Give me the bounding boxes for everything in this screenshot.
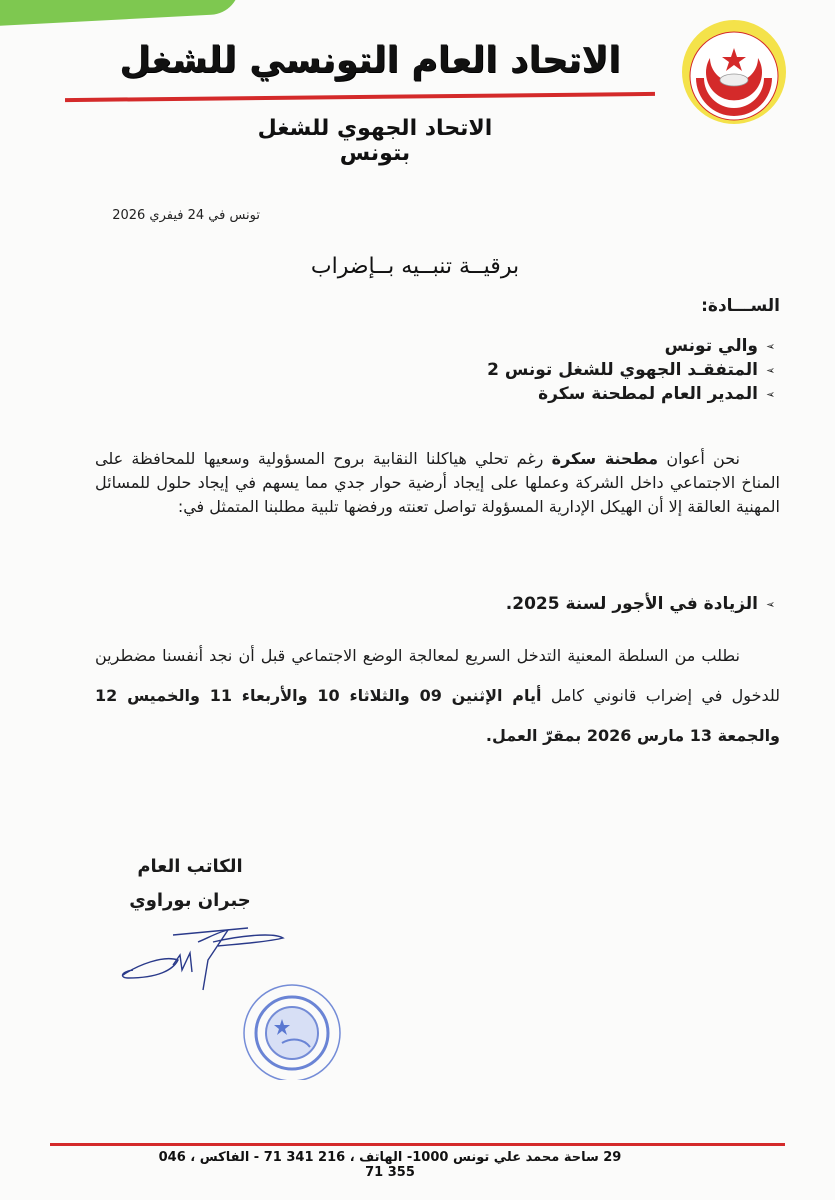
recipient-label: والي تونس <box>664 336 758 356</box>
arrow-bullet-icon: ➢ <box>766 363 776 377</box>
paragraph1-rest: رغم تحلي هياكلنا النقابية بروح المسؤولية وسعيها للمحافظة على المناخ الاجتماعي داخل الشركة وعملها على إيجاد أرضية حوار جدي مما يسهم في إيجاد حلول للمسائل المهنية العالقة إلا أن الهيكل الإدارية المسؤولة تواصل تعنته ورفضها تلبية مطلبنا المتمثل في: <box>95 449 780 516</box>
footer-divider <box>50 1143 785 1146</box>
ugtt-logo-icon <box>680 18 788 126</box>
recipients-block <box>380 296 780 406</box>
recipient-item <box>380 358 780 382</box>
date-line: تونس في 24 فيفري 2026 <box>112 208 260 223</box>
signature-block <box>110 850 270 918</box>
recipient-label: المدير العام لمطحنة سكرة <box>538 384 758 404</box>
signatory-name: جبران بوراوي <box>129 890 251 911</box>
corner-decoration <box>0 0 241 27</box>
recipients-list <box>380 334 780 406</box>
arrow-bullet-icon: ➢ <box>766 339 776 353</box>
document-title: برقيــة تنبــيه بــإضراب <box>310 254 520 279</box>
arrow-bullet-icon: ➢ <box>766 387 776 401</box>
body-paragraph-2 <box>95 636 780 756</box>
official-stamp-icon <box>232 975 347 1080</box>
arrow-bullet-icon: ➢ <box>766 597 776 611</box>
recipient-item <box>380 382 780 406</box>
strike-dates: أيام الإثنين 09 والثلاثاء 10 والأربعاء 11 والخميس 12 والجمعة 13 مارس 2026 بمقرّ العمل. <box>95 686 780 745</box>
recipient-item <box>380 334 780 358</box>
footer-address: 29 ساحة محمد علي تونس 1000- الهاتف ، 216 341 71 - الفاكس ، 046 355 71 <box>158 1150 622 1180</box>
demand-item <box>506 594 780 614</box>
org-subtitle: الاتحاد الجهوي للشغل بتونس <box>257 116 493 166</box>
title-divider <box>65 92 655 102</box>
addressee-label: الســـادة: <box>701 296 780 316</box>
signatory-title: الكاتب العام <box>137 856 243 877</box>
company-name: مطحنة سكرة <box>551 449 659 468</box>
demand-label: الزيادة في الأجور لسنة 2025. <box>505 594 758 614</box>
paragraph1-prefix: نحن أعوان <box>658 449 741 468</box>
recipient-label: المتفقـد الجهوي للشغل تونس 2 <box>487 360 758 380</box>
body-paragraph-1 <box>95 447 780 519</box>
org-title: الاتحاد العام التونسي للشغل <box>119 40 621 81</box>
paragraph2-normal: نطلب من السلطة المعنية التدخل السريع لمعالجة الوضع الاجتماعي قبل أن نجد أنفسنا مضطرين للدخول في إضراب قانوني كامل <box>95 646 781 705</box>
